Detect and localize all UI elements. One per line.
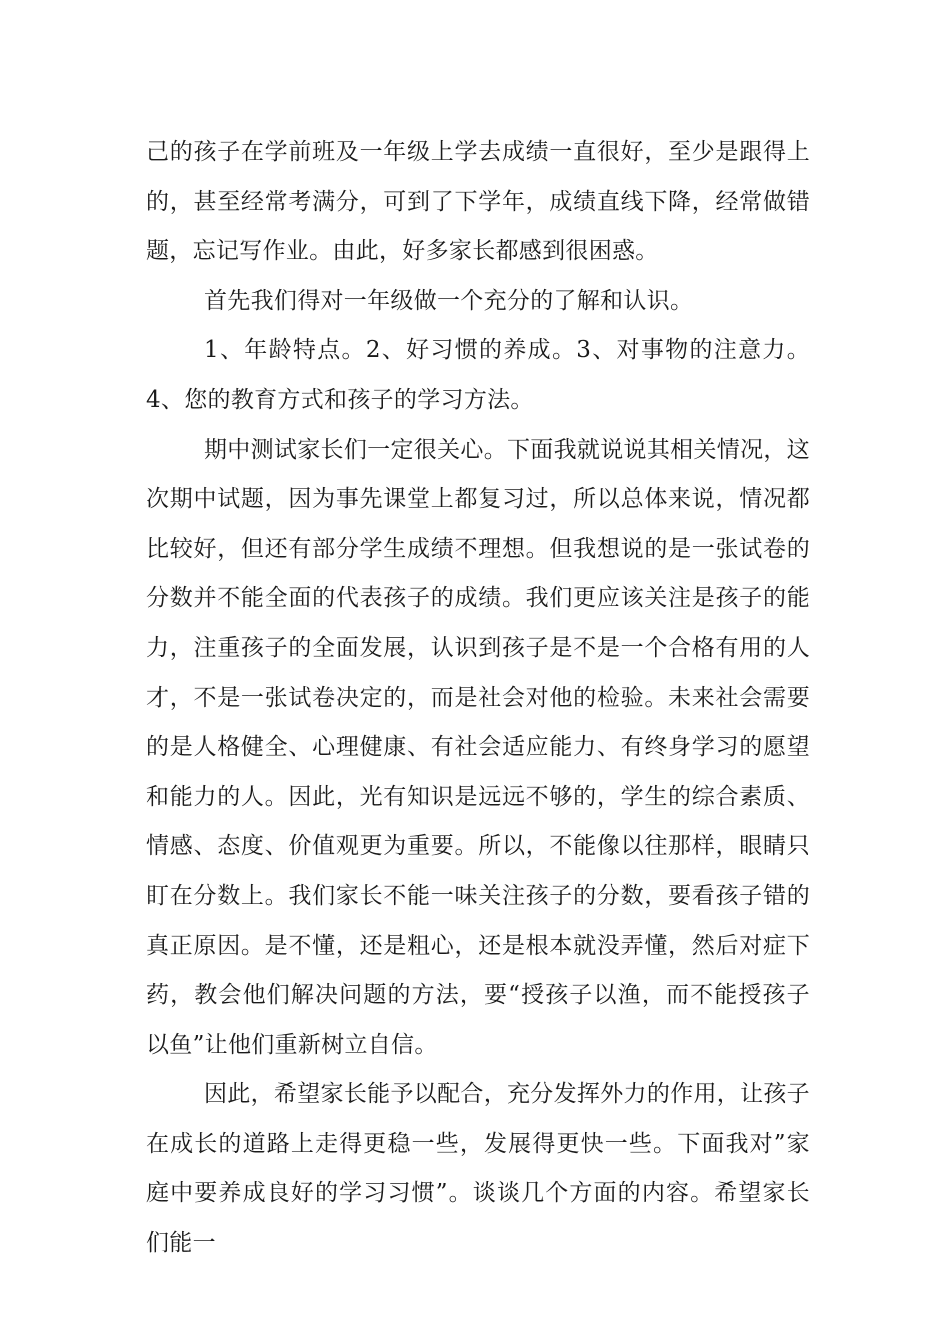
paragraph-3: 1、年龄特点。2、好习惯的养成。3、对事物的注意力。4、您的教育方式和孩子的学习方法。 (146, 337, 810, 413)
document-body (146, 128, 810, 1269)
paragraph-2: 首先我们得对一年级做一个充分的了解和认识。 (204, 287, 694, 314)
paragraph-5: 因此，希望家长能予以配合，充分发挥外力的作用，让孩子在成长的道路上走得更稳一些，发展得更快一些。下面我对”家庭中要养成良好的学习习惯”。谈谈几个方面的内容。希望家长们能一 (146, 1081, 810, 1257)
paragraph-4: 期中测试家长们一定很关心。下面我就说说其相关情况，这次期中试题，因为事先课堂上都复习过，所以总体来说，情况都比较好，但还有部分学生成绩不理想。但我想说的是一张试卷的分数并不能全面的代表孩子的成绩。我们更应该关注是孩子的能力，注重孩子的全面发展，认识到孩子是不是一个合格有用的人才，不是一张试卷决定的，而是社会对他的检验。未来社会需要的是人格健全、心理健康、有社会适应能力、有终身学习的愿望和能力的人。因此，光有知识是远远不够的，学生的综合素质、情感、态度、价值观更为重要。所以，不能像以往那样，眼睛只盯在分数上。我们家长不能一味关注孩子的分数，要看孩子错的真正原因。是不懂，还是粗心，还是根本就没弄懂，然后对症下药，教会他们解决问题的方法，要“授孩子以渔，而不能授孩子以鱼”让他们重新树立自信。 (146, 436, 810, 1058)
paragraph-1: 己的孩子在学前班及一年级上学去成绩一直很好，至少是跟得上的，甚至经常考满分，可到了下学年，成绩直线下降，经常做错题，忘记写作业。由此，好多家长都感到很困惑。 (146, 139, 810, 265)
